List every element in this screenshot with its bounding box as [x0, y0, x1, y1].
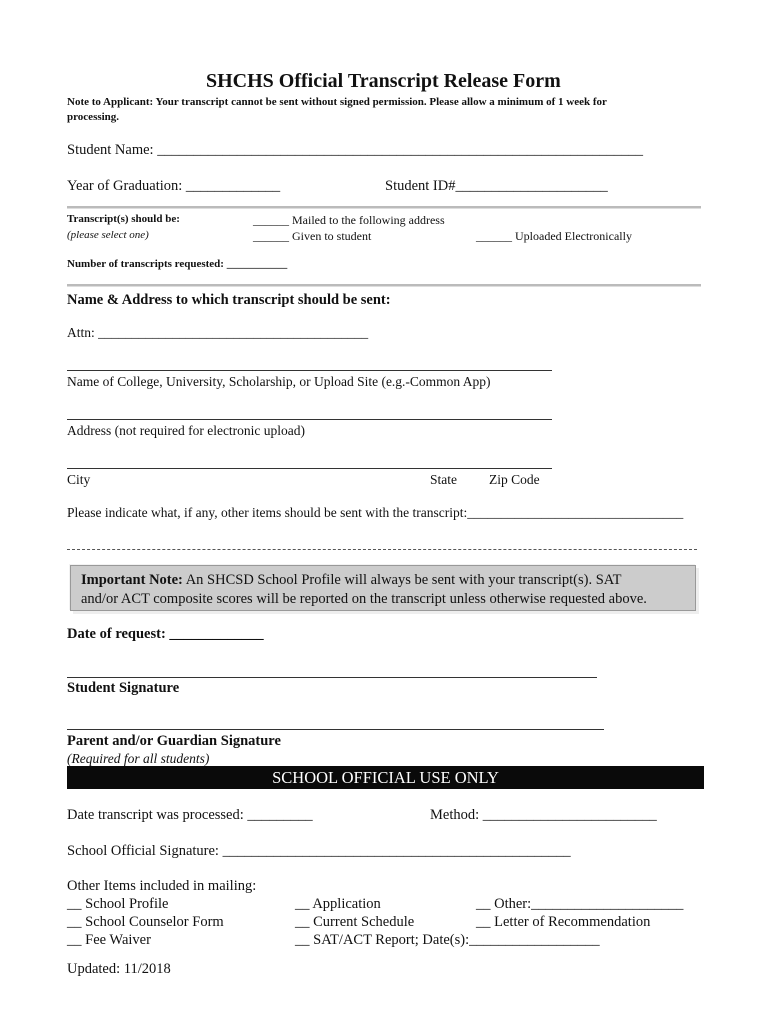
address-label: Address (not required for electronic upload)	[67, 423, 306, 438]
zip-label: Zip Code	[489, 472, 540, 487]
option-given[interactable]: ______ Given to student	[253, 229, 372, 243]
option-uploaded[interactable]: ______ Uploaded Electronically	[476, 229, 632, 243]
item-letter-of-recommendation[interactable]: __ Letter of Recommendation	[476, 914, 651, 930]
option-mailed[interactable]: ______ Mailed to the following address	[253, 213, 445, 227]
form-title: SHCHS Official Transcript Release Form	[206, 70, 561, 92]
item-school-profile[interactable]: __ School Profile	[67, 896, 169, 912]
address-heading: Name & Address to which transcript should be sent:	[67, 292, 391, 308]
required-note: (Required for all students)	[67, 751, 210, 766]
important-note-text-cont: and/or ACT composite scores will be reported on the transcript unless otherwise requested above.	[81, 591, 647, 607]
student-name-field[interactable]: Student Name: ___________________________________________________________________	[67, 142, 643, 158]
important-note-label: Important Note:	[81, 572, 183, 588]
school-official-banner: SCHOOL OFFICIAL USE ONLY	[67, 766, 704, 789]
item-current-schedule[interactable]: __ Current Schedule	[295, 914, 415, 930]
divider	[67, 206, 701, 209]
attn-field[interactable]: Attn: ________________________________________	[67, 325, 369, 340]
num-transcripts-field[interactable]: Number of transcripts requested: ___________	[67, 258, 288, 270]
official-signature-field[interactable]: School Official Signature: ________________________________________________	[67, 843, 571, 859]
select-one-hint: (please select one)	[67, 229, 149, 241]
student-id-field[interactable]: Student ID#_____________________	[385, 178, 608, 194]
graduation-year-field[interactable]: Year of Graduation: _____________	[67, 178, 281, 194]
college-label: Name of College, University, Scholarship, or Upload Site (e.g.-Common App)	[67, 374, 491, 389]
other-items-line[interactable]	[67, 549, 697, 550]
item-other[interactable]: __ Other:_____________________	[476, 896, 684, 912]
other-included-label: Other Items included in mailing:	[67, 878, 257, 894]
transcripts-label: Transcript(s) should be:	[67, 213, 180, 225]
important-note-box	[70, 565, 696, 611]
college-line[interactable]	[67, 370, 552, 371]
state-label: State	[430, 472, 457, 487]
date-of-request-field[interactable]: Date of request: _____________	[67, 626, 264, 642]
item-fee-waiver[interactable]: __ Fee Waiver	[67, 932, 151, 948]
method-field[interactable]: Method: ________________________	[430, 807, 657, 823]
parent-signature-label: Parent and/or Guardian Signature	[67, 733, 281, 749]
divider	[67, 284, 701, 287]
applicant-note-cont: processing.	[67, 111, 120, 123]
item-counselor-form[interactable]: __ School Counselor Form	[67, 914, 224, 930]
updated-date: Updated: 11/2018	[67, 961, 171, 977]
parent-signature-line[interactable]	[67, 729, 604, 730]
applicant-note: Note to Applicant: Your transcript cannot be sent without signed permission. Please allow a minimum of 1 week for	[67, 96, 607, 108]
important-note-text: An SHCSD School Profile will always be sent with your transcript(s). SAT	[182, 572, 622, 588]
city-label: City	[67, 472, 91, 487]
other-items-field[interactable]: Please indicate what, if any, other items should be sent with the transcript:________________________________	[67, 505, 684, 520]
item-sat-act-report[interactable]: __ SAT/ACT Report; Date(s):__________________	[295, 932, 600, 948]
date-processed-field[interactable]: Date transcript was processed: _________	[67, 807, 313, 823]
address-line[interactable]	[67, 419, 552, 420]
student-signature-line[interactable]	[67, 677, 597, 678]
city-state-zip-line[interactable]	[67, 468, 552, 469]
item-application[interactable]: __ Application	[295, 896, 381, 912]
student-signature-label: Student Signature	[67, 680, 180, 696]
